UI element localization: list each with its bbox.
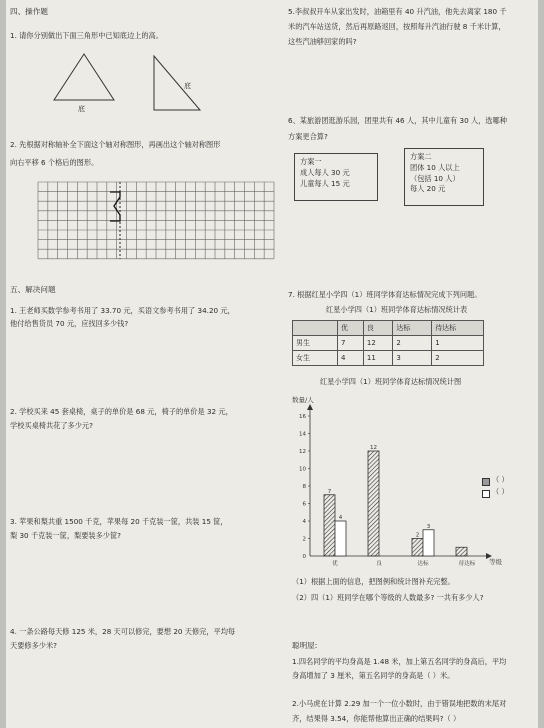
y-tick-label: 0 xyxy=(302,554,306,560)
table-header-cell: 良 xyxy=(363,321,392,336)
sub-question-2: （2）四（1）班同学在哪个等级的人数最多? 一共有多少人? xyxy=(292,593,484,602)
table-header-cell: 达标 xyxy=(393,321,432,336)
triangles-figure xyxy=(46,50,236,118)
y-tick-label: 10 xyxy=(299,466,306,473)
problem-5-line-2: 米的汽车站送货，然后再原路返回，按照每升汽油行驶 8 千米计算， xyxy=(288,22,506,31)
problem-5-line-3: 这些汽油够回家的吗? xyxy=(288,37,357,46)
symmetry-grid xyxy=(34,178,279,264)
smart-2-line-1: 2.小马虎在计算 2.29 加一个一位小数时，由于错误地把数的末尾对 xyxy=(292,699,507,708)
legend-item-2: （ ） xyxy=(492,487,509,496)
plan-b-condition: 团体 10 人以上 xyxy=(410,162,460,172)
bar-value-label: 2 xyxy=(415,532,420,539)
half-figure xyxy=(110,192,120,221)
chart-y-axis-label: 数量/人 xyxy=(292,396,314,404)
bar xyxy=(423,530,434,556)
bar xyxy=(368,451,379,556)
section-5-title: 五、解决问题 xyxy=(10,285,56,294)
triangle-1 xyxy=(54,54,114,100)
problem-5-line-1: 5.李叔叔开车从家出发时，油箱里有 40 升汽油，他先去离家 180 千 xyxy=(288,7,507,16)
smart-1-line-2: 身高增加了 3 厘米，第五名同学的身高是（ ）米。 xyxy=(292,671,455,680)
plan-b-box xyxy=(404,148,484,206)
table-cell: 女生 xyxy=(293,351,338,366)
triangle-1-base-label: 底 xyxy=(78,105,85,113)
y-tick-label: 2 xyxy=(302,536,306,543)
y-tick-label: 4 xyxy=(302,519,306,525)
problem-1-line-2: 他付给售货员 70 元，应找回多少钱? xyxy=(10,319,129,328)
table-cell: 7 xyxy=(338,336,364,351)
problem-3-line-1: 3. 苹果和梨共重 1500 千克，苹果每 20 千克装一筐，共装 15 筐， xyxy=(10,517,228,526)
question-1-text: 1. 请你分别做出下面三角形中已知底边上的高。 xyxy=(10,31,163,40)
legend-empty-swatch xyxy=(482,490,490,498)
plan-a-box xyxy=(294,153,378,201)
table-row xyxy=(293,336,484,351)
bar-value-label: 4 xyxy=(338,515,343,521)
table-header-cell: 待达标 xyxy=(432,321,484,336)
y-tick-label: 8 xyxy=(302,484,306,490)
plan-a-title: 方案一 xyxy=(300,157,322,166)
sport-table xyxy=(292,320,484,366)
y-tick-label: 14 xyxy=(299,431,306,438)
problem-6-line-2: 方案更合算? xyxy=(288,132,328,141)
table-header-row xyxy=(293,321,484,336)
table-title: 红星小学四（1）班同学体育达标情况统计表 xyxy=(326,305,468,314)
bar-value-label: 7 xyxy=(327,488,332,495)
triangle-2-base-label: 底 xyxy=(184,82,191,90)
table-cell: 2 xyxy=(432,351,484,366)
table-cell: 12 xyxy=(363,336,392,351)
problem-1-line-1: 1. 王老师买数学参考书用了 33.70 元，买语文参考书用了 34.20 元， xyxy=(10,306,235,315)
table-cell: 4 xyxy=(338,351,364,366)
table-cell: 男生 xyxy=(293,336,338,351)
table-cell: 2 xyxy=(393,336,432,351)
worksheet-page xyxy=(6,0,538,728)
table-cell: 3 xyxy=(393,351,432,366)
problem-7-text: 7. 根据红星小学四（1）班同学体育达标情况完成下列问题。 xyxy=(288,290,482,299)
question-2-line-2: 向右平移 6 个格后的图形。 xyxy=(10,158,99,167)
plan-a-adult-price: 成人每人 30 元 xyxy=(300,167,350,177)
question-2-line-1: 2. 先根据对称轴补全下面这个轴对称图形，再画出这个轴对称图形 xyxy=(10,140,221,149)
bar-value-label: 3 xyxy=(426,523,431,530)
bar-value-label: 12 xyxy=(370,445,377,451)
y-axis-arrow xyxy=(307,404,313,410)
problem-4-line-1: 4. 一条公路每天修 125 米，28 天可以修完，要想 20 天修完，平均每 xyxy=(10,627,236,636)
problem-6-line-1: 6、某旅游团逛游乐园，团里共有 46 人，其中儿童有 30 人，选哪种 xyxy=(288,116,507,125)
smart-2-line-2: 齐，结果得 3.54，你能帮他算出正确的结果吗?（ ） xyxy=(292,714,461,723)
plan-b-note: （包括 10 人） xyxy=(410,173,460,183)
plan-b-title: 方案二 xyxy=(410,152,432,161)
table-cell: 11 xyxy=(363,351,392,366)
x-category-label: 优 xyxy=(332,561,338,567)
legend-hatched-swatch xyxy=(482,478,490,486)
problem-3-line-2: 梨 30 千克装一筐，梨要装多少筐? xyxy=(10,531,121,540)
table-cell: 1 xyxy=(432,336,484,351)
x-category-label: 待达标 xyxy=(458,561,476,567)
smart-1-line-1: 1.四名同学的平均身高是 1.48 米，加上第五名同学的身高后，平均 xyxy=(292,657,507,666)
x-category-label: 良 xyxy=(376,561,382,567)
table-header-cell xyxy=(293,321,338,336)
bar xyxy=(335,521,346,556)
smart-corner-title: 聪明屋: xyxy=(292,641,318,650)
y-tick-label: 6 xyxy=(302,501,306,508)
y-tick-label: 12 xyxy=(299,449,306,455)
bar xyxy=(456,547,467,556)
bar xyxy=(412,539,423,557)
problem-4-line-2: 天要修多少米? xyxy=(10,641,57,650)
plan-b-price: 每人 20 元 xyxy=(410,184,446,194)
sub-question-1: （1）根据上面的信息，把图例和统计图补充完整。 xyxy=(292,577,455,586)
y-tick-label: 16 xyxy=(299,414,306,420)
chart-x-axis-label: 等级 xyxy=(489,558,502,566)
x-category-label: 达标 xyxy=(417,561,429,567)
problem-2-line-2: 学校买桌椅共花了多少元? xyxy=(10,421,93,430)
plan-a-child-price: 儿童每人 15 元 xyxy=(300,178,350,188)
triangle-2 xyxy=(154,56,200,110)
table-row xyxy=(293,351,484,366)
legend-item-1: （ ） xyxy=(492,475,509,484)
table-header-cell: 优 xyxy=(338,321,364,336)
chart-title: 红星小学四（1）班同学体育达标情况统计图 xyxy=(320,377,462,386)
section-4-title: 四、操作题 xyxy=(10,7,48,16)
problem-2-line-1: 2. 学校买来 45 套桌椅，桌子的单价是 68 元，椅子的单价是 32 元， xyxy=(10,407,233,416)
bar xyxy=(324,495,335,556)
